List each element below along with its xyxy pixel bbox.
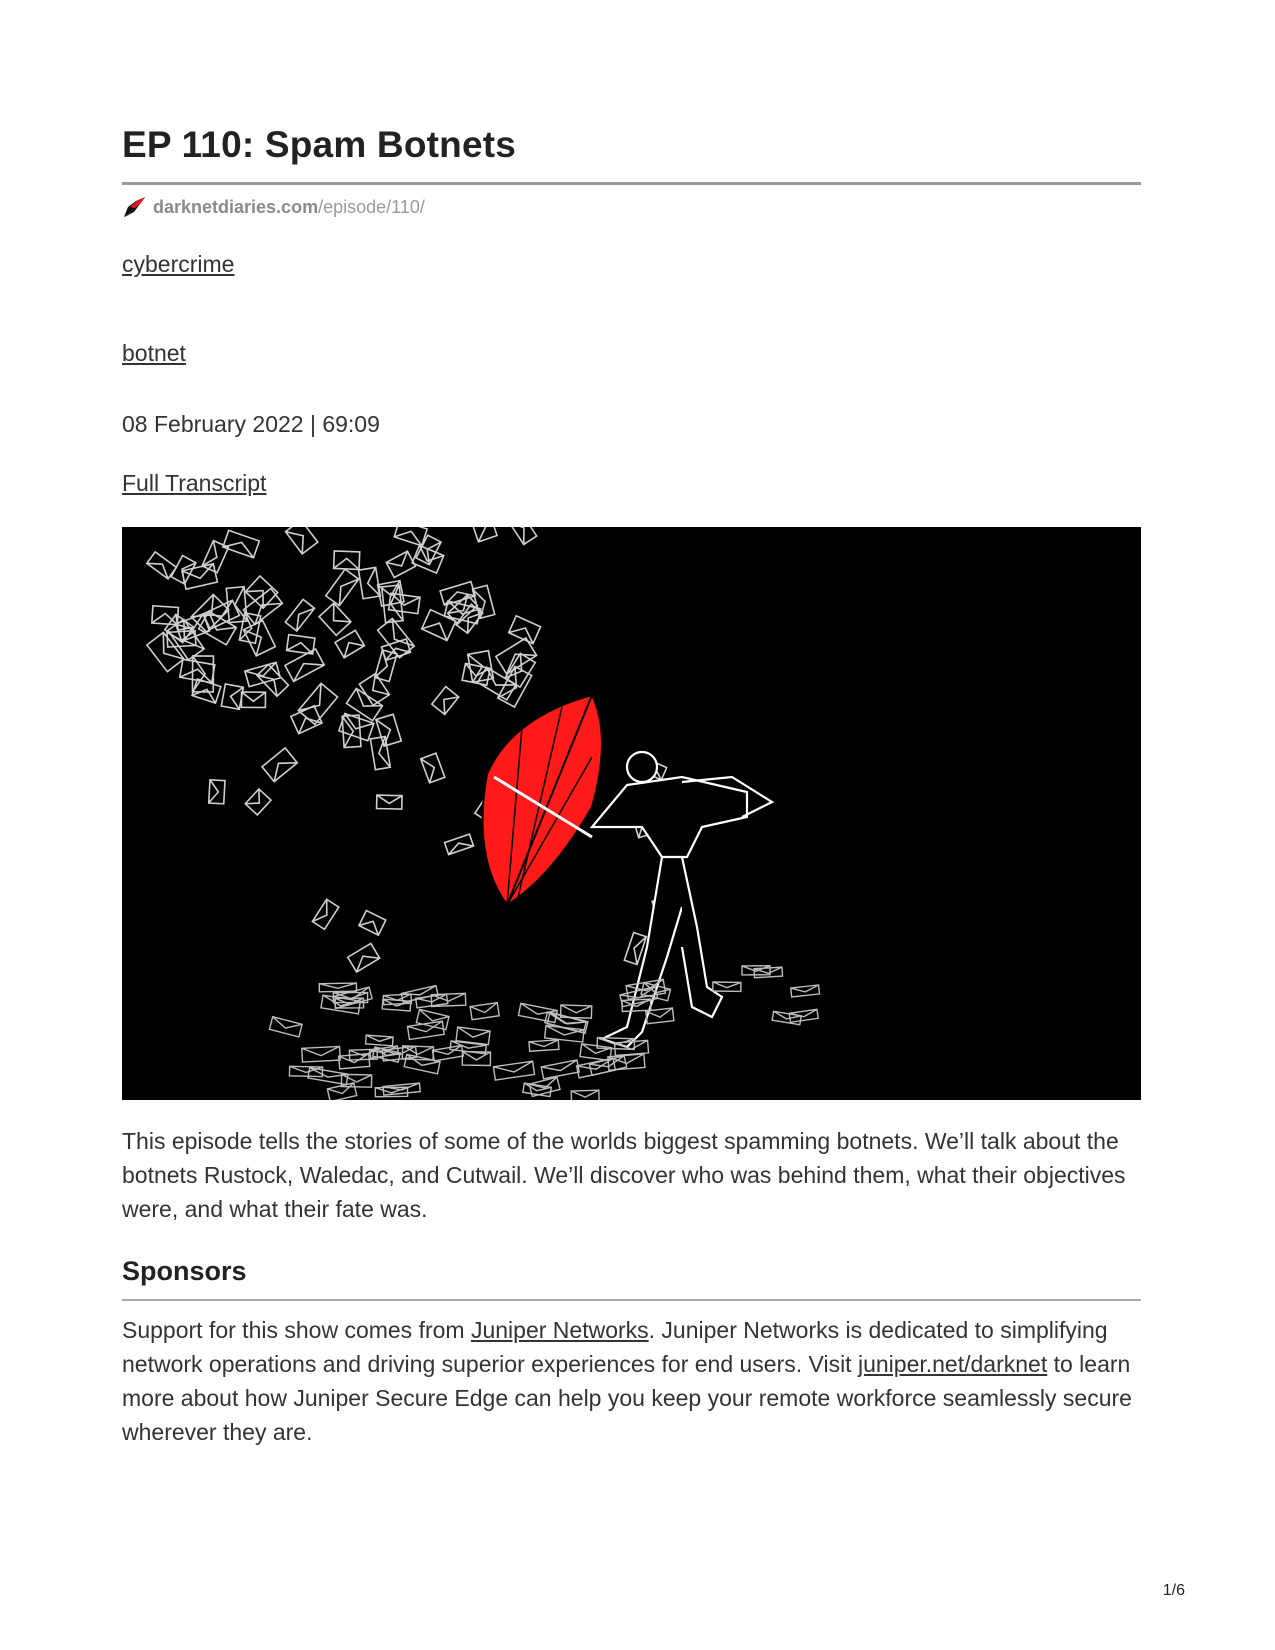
- envelope-shape: [421, 753, 445, 783]
- envelope-shape: [493, 1061, 534, 1080]
- envelope-shape: [509, 616, 541, 644]
- spam-umbrella-illustration: [122, 527, 1141, 1100]
- envelope-shape: [571, 1090, 599, 1100]
- envelope-shape: [359, 911, 386, 936]
- envelope-shape: [287, 635, 315, 654]
- envelope-shape: [339, 1054, 370, 1069]
- episode-date-duration: 08 February 2022 | 69:09: [122, 411, 380, 437]
- full-transcript-link[interactable]: Full Transcript: [122, 470, 267, 496]
- envelope-shape: [377, 795, 403, 809]
- envelope-shape: [440, 582, 475, 605]
- envelope-shape: [202, 541, 228, 573]
- red-umbrella: [483, 695, 603, 905]
- envelope-shape: [319, 603, 351, 635]
- envelope-shape: [445, 834, 474, 854]
- envelope-shape: [312, 899, 338, 929]
- envelope-shape: [470, 1003, 499, 1020]
- envelope-shape: [382, 639, 411, 660]
- envelope-shape: [471, 527, 497, 542]
- source-line[interactable]: [122, 195, 425, 219]
- juniper-networks-link[interactable]: Juniper Networks: [470, 1317, 649, 1343]
- person-silhouette: [592, 752, 772, 1047]
- episode-artwork: [122, 527, 1141, 1100]
- envelope-shape: [223, 530, 259, 557]
- juniper-darknet-link[interactable]: juniper.net/darknet: [857, 1351, 1048, 1377]
- sponsor-text-2: . Juniper Networks is dedicated to simplifying network operations and driving superior experiences for end users. Visit: [122, 1317, 1108, 1377]
- darknet-diaries-logo-icon: [122, 195, 146, 219]
- envelope-shape: [541, 1060, 579, 1079]
- envelope-shape: [394, 527, 427, 546]
- envelope-shape: [370, 736, 390, 769]
- envelope-shape: [580, 1044, 612, 1061]
- envelope-shape: [285, 527, 317, 554]
- envelope-shape: [432, 1045, 463, 1061]
- sponsor-text-3: to learn more about how Juniper Secure Edge can help you keep your remote workforce seamlessly secure wherever they are.: [122, 1351, 1132, 1445]
- envelope-shape: [269, 1017, 302, 1037]
- source-path: /episode/110/: [318, 196, 425, 217]
- envelope-shape: [348, 943, 380, 972]
- envelope-shape: [298, 683, 337, 724]
- envelope-shape: [432, 687, 459, 715]
- page-title: EP 110: Spam Botnets: [122, 124, 517, 165]
- envelope-shape: [472, 585, 494, 618]
- envelope-shape: [319, 983, 356, 992]
- envelope-shape: [285, 649, 324, 681]
- envelope-shape: [366, 1035, 393, 1046]
- envelope-shape: [742, 966, 770, 975]
- envelope-shape: [209, 780, 225, 804]
- envelope-shape: [713, 982, 741, 991]
- envelope-shape: [359, 567, 381, 598]
- envelope-shape: [754, 967, 782, 978]
- envelope-shape: [241, 692, 265, 707]
- sponsors-heading: Sponsors: [122, 1256, 247, 1286]
- source-domain: darknetdiaries.com: [153, 196, 319, 217]
- envelope-shape: [262, 748, 297, 782]
- sponsor-text-1: Support for this show comes from: [122, 1317, 471, 1343]
- tag-link-cybercrime[interactable]: cybercrime: [122, 251, 235, 277]
- envelope-shape: [326, 569, 359, 605]
- envelope-shape: [302, 1046, 340, 1062]
- envelope-shape: [772, 1011, 801, 1024]
- page-number: 1/6: [1162, 1582, 1185, 1599]
- envelope-shape: [496, 638, 537, 674]
- sponsors-divider: [122, 1299, 1141, 1301]
- envelope-shape: [791, 985, 820, 997]
- envelope-shape: [422, 610, 456, 641]
- tag-link-botnet[interactable]: botnet: [122, 340, 186, 366]
- envelope-shape: [335, 630, 364, 657]
- envelope-shape: [291, 706, 322, 734]
- envelope-shape: [386, 551, 415, 577]
- envelope-shape: [462, 1052, 490, 1066]
- sponsor-paragraph: [122, 1313, 1141, 1449]
- envelope-shape: [529, 1040, 559, 1051]
- envelope-shape: [509, 527, 537, 544]
- envelope-shape: [407, 1021, 444, 1039]
- envelope-shape: [285, 599, 314, 631]
- envelope-shape: [342, 715, 361, 747]
- envelope-shape: [221, 684, 243, 709]
- envelope-shape: [789, 1009, 818, 1022]
- envelope-shape: [376, 714, 401, 746]
- envelope-shape: [245, 789, 271, 815]
- envelope-shape: [577, 1058, 616, 1078]
- episode-description: This episode tells the stories of some of the worlds biggest spamming botnets. We’ll talk about the botnets Rustock, Waledac, and Cutwail. We’ll discover who was behind them, what their objectives were, and what their fate was.: [122, 1128, 1126, 1222]
- envelope-shape: [334, 551, 360, 570]
- title-divider: [122, 182, 1141, 185]
